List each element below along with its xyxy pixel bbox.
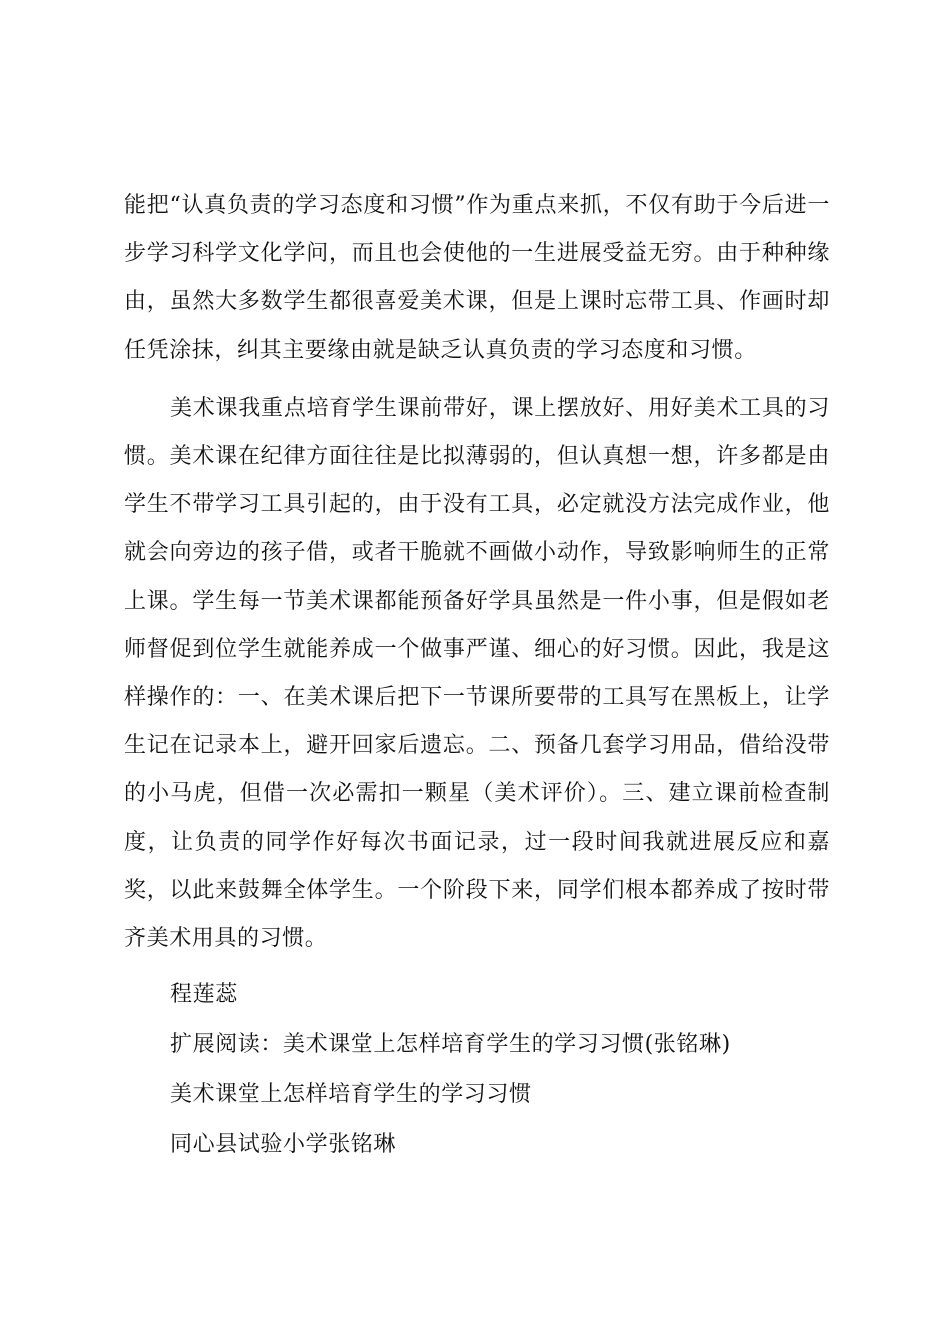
paragraph-continuation: 能把“认真负责的学习态度和习惯”作为重点来抓，不仅有助于今后进一步学习科学文化学问，而且也会使他的一生进展受益无穷。由于种种缘由，虽然大多数学生都很喜爱美术课，但是上课时忘带工具、作画时却任凭涂抹，纠其主要缘由就是缺乏认真负责的学习态度和习惯。	[124, 193, 830, 363]
school-author-line: 同心县试验小学张铭琳	[170, 1132, 397, 1158]
author-name: 程莲蕊	[170, 982, 238, 1008]
article-title: 美术课堂上怎样培育学生的学习习惯	[170, 1082, 532, 1108]
paragraph-art-class-habits: 美术课我重点培育学生课前带好，课上摆放好、用好美术工具的习惯。美术课在纪律方面往往是比拟薄弱的，但认真想一想，许多都是由学生不带学习工具引起的，由于没有工具，必定就没方法完成作业，他就会向旁边的孩子借，或者干脆就不画做小动作，导致影响师生的正常上课。学生每一节美术课都能预备好学具虽然是一件小事，但是假如老师督促到位学生就能养成一个做事严谨、细心的好习惯。因此，我是这样操作的：一、在美术课后把下一节课所要带的工具写在黑板上，让学生记在记录本上，避开回家后遗忘。二、预备几套学习用品，借给没带的小马虎，但借一次必需扣一颗星（美术评价）。三、建立课前检查制度，让负责的同学作好每次书面记录，过一段时间我就进展反应和嘉奖，以此来鼓舞全体学生。一个阶段下来，同学们根本都养成了按时带齐美术用具的习惯。	[124, 395, 830, 952]
extended-reading-line: 扩展阅读：美术课堂上怎样培育学生的学习习惯(张铭琳)	[170, 1032, 731, 1058]
document-body	[124, 182, 830, 1170]
